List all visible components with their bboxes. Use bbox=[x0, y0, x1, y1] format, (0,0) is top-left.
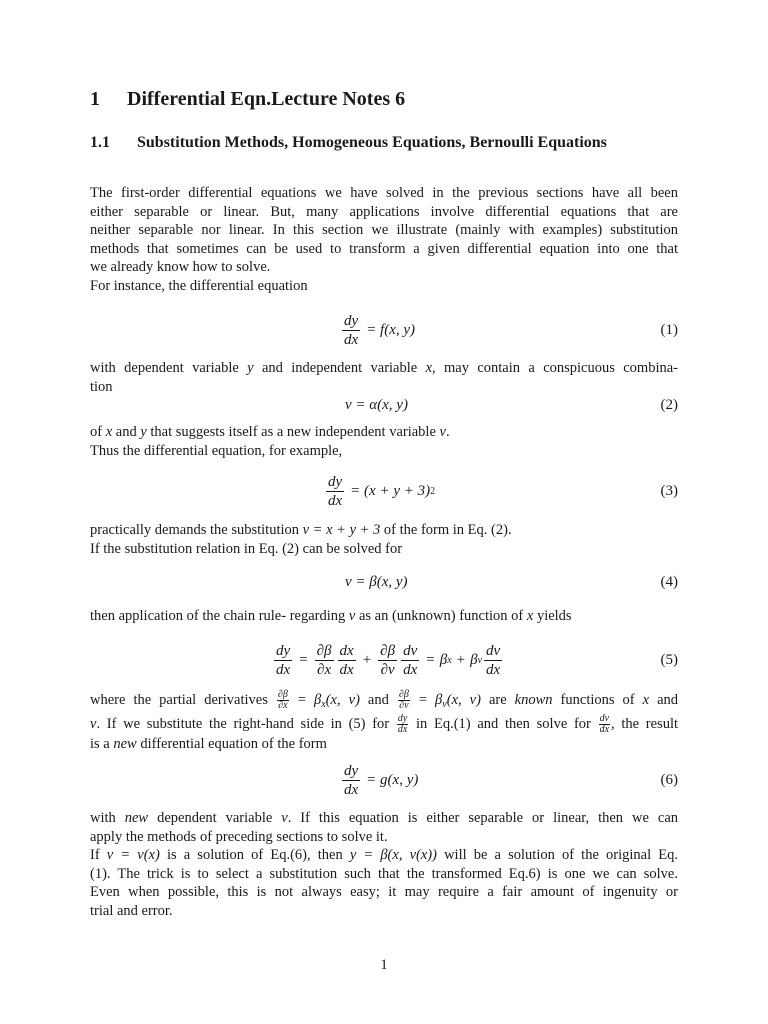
equation-4-tag: (4) bbox=[660, 573, 678, 590]
section-title: Differential Eqn.Lecture Notes 6 bbox=[127, 88, 406, 110]
equation-6-tag: (6) bbox=[660, 771, 678, 788]
paragraph-after-eq1: with dependent variable y and independent variable x, may contain a conspicuous combina- tion bbox=[90, 360, 678, 395]
intro-line: methods that sometimes can be used to transform a given differential equation into one that bbox=[90, 240, 678, 257]
equation-1-tag: (1) bbox=[660, 321, 678, 338]
subsection-title: Substitution Methods, Homogeneous Equations, Bernoulli Equations bbox=[137, 134, 607, 151]
paragraph-after-eq6: with new dependent variable v. If this equation is either separable or linear, then we can apply the methods of preceding sections to solve it. If v = v(x) is a solution of Eq.(6), then y = β(x, v(x)) will be a solution of the original Eq. (1). The trick is to select a substitution such that the transformed Eq.6) is one we can solve. Even when possible, this is not always easy; it may require a fair amount of ingenuity or trial and error. bbox=[90, 810, 679, 919]
equation-6-rhs: = g(x, y) bbox=[366, 771, 419, 788]
equation-4-body: v = β(x, y) bbox=[345, 573, 408, 590]
equation-3-tag: (3) bbox=[660, 482, 678, 499]
equation-2-tag: (2) bbox=[660, 396, 678, 413]
equation-3-rhs: = (x + y + 3) bbox=[350, 482, 431, 499]
fraction-dy-dx: $\frac{dy}{dx}$ bbox=[328, 473, 343, 509]
equation-4 bbox=[90, 572, 678, 592]
equation-2-body: v = α(x, y) bbox=[345, 396, 408, 413]
section-number: 1 bbox=[90, 88, 100, 110]
intro-line: we already know how to solve. bbox=[90, 259, 271, 276]
subsection-number: 1.1 bbox=[90, 134, 110, 151]
equation-5-tag: (5) bbox=[660, 651, 678, 668]
fraction-dy-dx: $\frac{dy}{dx}$ bbox=[344, 312, 359, 348]
paragraph-after-eq2: of x and y that suggests itself as a new independent variable v. Thus the differential equation, for example, bbox=[90, 424, 450, 459]
equation-6: $\frac{dy}{dx}$ = g(x, y) (6) bbox=[90, 760, 678, 800]
paragraph-after-eq4: then application of the chain rule- regarding v as an (unknown) function of x yields bbox=[90, 608, 572, 624]
subsection-heading bbox=[90, 132, 710, 154]
equation-5: $\frac{dy}{dx}$ = $\frac{\partial\beta}{\partial x}$ $\frac{dx}{dx}$ + $\frac{\partial\beta}{\partial v}$ $\frac{dv}{dx}$ = β x + β v $\frac{dv}{dx}$ (5) bbox=[90, 640, 678, 680]
intro-line: For instance, the differential equation bbox=[90, 277, 308, 294]
equation-1 bbox=[90, 310, 678, 350]
intro-line: either separable or linear. But, many applications involve differential equations that are bbox=[90, 203, 678, 220]
equation-1-rhs: = f(x, y) bbox=[366, 321, 416, 338]
section-heading bbox=[90, 88, 405, 111]
intro-line: neither separable nor linear. In this section we illustrate (mainly with examples) substitution bbox=[90, 222, 678, 239]
paragraph-after-eq5: where the partial derivatives $\frac{\partial\beta}{\partial x}$ = $\beta_x(x$, v) and $\frac{\partial\beta}{\partial v}$ = $\beta_v(x$, v) are known functions of x and v. If we substitute the right-hand side in (5) for $\frac{dy}{dx}$ in Eq.(1) and then solve for $\frac{dv}{dx}$ , the result is a new differential equation of the form bbox=[90, 689, 679, 753]
equation-2 bbox=[90, 395, 678, 415]
equation-3: $\frac{dy}{dx}$ = (x + y + 3) 2 (3) bbox=[90, 471, 678, 511]
paragraph-after-eq3: practically demands the substitution v = x + y + 3 of the form in Eq. (2). If the substitution relation in Eq. (2) can be solved for bbox=[90, 522, 512, 557]
intro-paragraph bbox=[90, 184, 678, 296]
page-number: 1 bbox=[380, 957, 388, 973]
intro-line: The first-order differential equations we have solved in the previous sections have all been bbox=[90, 185, 678, 201]
